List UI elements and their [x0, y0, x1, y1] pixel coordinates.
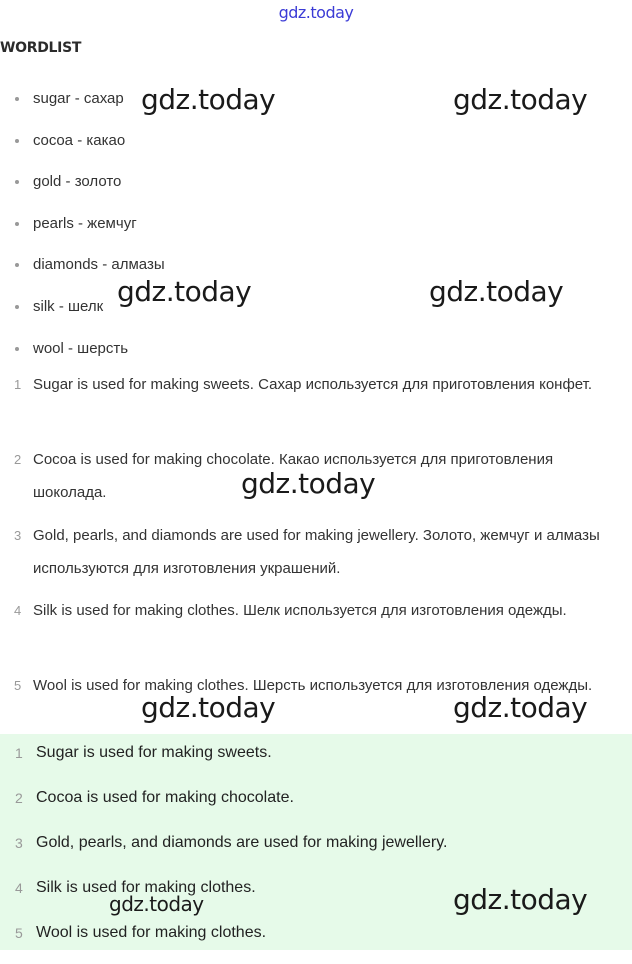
watermark: gdz.today [141, 691, 276, 724]
top-watermark: gdz.today [278, 3, 354, 22]
watermark: gdz.today [241, 467, 376, 500]
sentence-item [0, 594, 632, 669]
wordlist-item [0, 87, 165, 129]
item-number: 3 [14, 527, 22, 543]
item-number: 2 [14, 452, 22, 468]
bullet-icon [15, 222, 19, 226]
sentence-text: Silk is used for making clothes. Шелк используется для изготовления одежды. [33, 601, 567, 619]
wordlist-item [0, 212, 165, 254]
answer-item [0, 874, 632, 919]
bullet-icon [15, 180, 19, 184]
watermark: gdz.today [117, 275, 252, 308]
sentence-item [0, 443, 632, 518]
answer-list [0, 739, 632, 964]
item-number: 1 [14, 377, 22, 392]
page-heading: WORDLIST [0, 40, 82, 56]
item-number: 5 [14, 678, 22, 694]
bullet-icon [15, 139, 19, 143]
wordlist-item [0, 129, 165, 171]
watermark: gdz.today [453, 691, 588, 724]
answer-text: Wool is used for making clothes. [36, 924, 267, 941]
item-number: 2 [15, 790, 23, 806]
sentence-list [0, 368, 632, 744]
bullet-icon [15, 97, 19, 101]
wordlist-item-text: wool - шерсть [33, 339, 129, 357]
bullet-icon [15, 263, 19, 267]
sentence-item [0, 519, 632, 594]
answer-item [0, 919, 632, 964]
watermark: gdz.today [109, 892, 204, 916]
watermark: gdz.today [453, 83, 588, 116]
item-number: 4 [14, 602, 22, 618]
watermark: gdz.today [141, 83, 276, 116]
item-number: 1 [15, 745, 23, 761]
wordlist-item [0, 295, 165, 337]
bullet-icon [15, 305, 19, 309]
answer-item [0, 784, 632, 829]
item-number: 4 [15, 880, 23, 896]
answer-text: Silk is used for making clothes. [36, 879, 256, 896]
answer-text: Cocoa is used for making chocolate. [36, 789, 294, 806]
answer-block [0, 734, 632, 950]
wordlist-item-text: gold - золото [33, 173, 122, 191]
wordlist-item [0, 170, 165, 212]
answer-item [0, 829, 632, 874]
item-number: 3 [15, 835, 23, 851]
sentence-text: Sugar is used for making sweets. Сахар используется для приготовления конфет. [33, 376, 593, 393]
sentence-text: Cocoa is used for making chocolate. Какао используется для приготовления шоколада. [33, 451, 554, 502]
wordlist [0, 87, 165, 378]
wordlist-item-text: cocoa - какао [33, 131, 126, 149]
sentence-text: Gold, pearls, and diamonds are used for making jewellery. Золото, жемчуг и алмазы используются для изготовления украшений. [33, 526, 600, 577]
wordlist-item-text: silk - шелк [33, 297, 104, 315]
sentence-text: Wool is used for making clothes. Шерсть используется для изготовления одежды. [33, 677, 593, 695]
bullet-icon [15, 347, 19, 351]
watermark: gdz.today [453, 883, 588, 916]
answer-text: Gold, pearls, and diamonds are used for making jewellery. [36, 834, 448, 851]
answer-text: Sugar is used for making sweets. [36, 744, 272, 761]
answer-item [0, 739, 632, 784]
wordlist-item-text: pearls - жемчуг [33, 214, 137, 232]
wordlist-item-text: diamonds - алмазы [33, 256, 165, 274]
sentence-item [0, 368, 632, 443]
item-number: 5 [15, 925, 23, 941]
wordlist-item [0, 253, 165, 295]
watermark: gdz.today [429, 275, 564, 308]
wordlist-item-text: sugar - сахар [33, 90, 124, 107]
